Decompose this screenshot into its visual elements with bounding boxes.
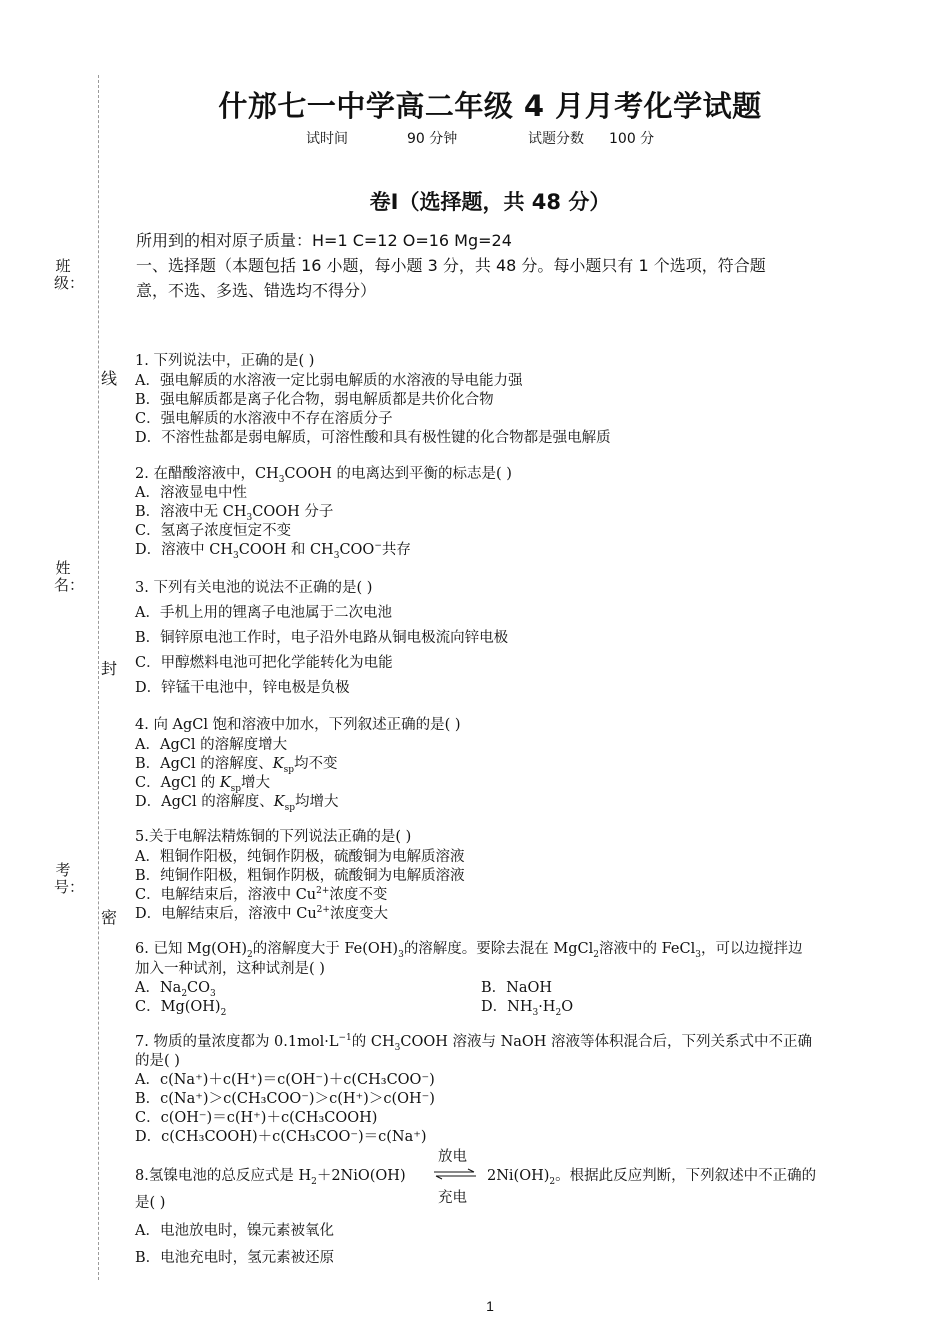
- q8-charge-label: 充电: [438, 1190, 467, 1206]
- q6-option-b: B．NaOH: [481, 980, 553, 996]
- q4-stem: 4. 向 AgCl 饱和溶液中加水，下列叙述正确的是( ): [135, 717, 461, 733]
- q3-option-a: A．手机上用的锂离子电池属于二次电池: [135, 605, 392, 621]
- q1-option-c: C．强电解质的水溶液中不存在溶质分子: [135, 411, 393, 427]
- instructions-line-1: 一、选择题（本题包括 16 小题，每小题 3 分，共 48 分。每小题只有 1 个选项，符合题: [136, 256, 766, 275]
- q8-discharge-label: 放电: [438, 1149, 467, 1165]
- q3-option-c: C．甲醇燃料电池可把化学能转化为电能: [135, 655, 393, 671]
- q7-option-d: D．c(CH₃COOH)＋c(CH₃COO⁻)＝c(Na⁺): [135, 1129, 427, 1145]
- q4-option-c: C．AgCl 的 $K_{sp}$增大: [135, 775, 271, 794]
- q6-option-c: C．$Mg(OH)_2$: [135, 999, 227, 1018]
- q6-stem-line-2: 加入一种试剂，这种试剂是( ): [135, 961, 325, 977]
- q8-stem-line-2: 是( ): [135, 1195, 166, 1211]
- q6-stem-line-1: 6. 已知 $Mg(OH)_2$的溶解度大于 $Fe(OH)_3$的溶解度。要除去混在 MgCl$_2$溶液中的 FeCl$_3$，可以边搅拌边: [135, 941, 803, 960]
- q5-option-d: D．电解结束后，溶液中 $Cu^{2+}$浓度变大: [135, 905, 388, 922]
- q1-stem: 1. 下列说法中，正确的是( ): [135, 353, 315, 369]
- q1-option-d: D．不溶性盐都是弱电解质，可溶性酸和具有极性键的化合物都是强电解质: [135, 430, 611, 446]
- time-value: 90 分钟: [407, 131, 458, 147]
- name-label: 姓名：: [54, 559, 85, 594]
- q7-option-a: A．c(Na⁺)＋c(H⁺)＝c(OH⁻)＋c(CH₃COO⁻): [135, 1072, 435, 1088]
- q8-stem-right: $2Ni(OH)_2$。根据此反应判断，下列叙述中不正确的: [487, 1168, 817, 1187]
- reversible-arrow-icon: [432, 1168, 478, 1180]
- q6-option-a: A．$Na_2CO_3$: [135, 980, 216, 999]
- time-label: 试时间: [306, 131, 348, 147]
- q3-stem: 3. 下列有关电池的说法不正确的是( ): [135, 580, 373, 596]
- q4-option-d: D．AgCl 的溶解度、$K_{sp}$均增大: [135, 794, 339, 813]
- q8-option-b: B．电池充电时，氢元素被还原: [135, 1250, 335, 1266]
- exam-title: 什邡七一中学高二年级 4 月月考化学试题: [218, 89, 762, 123]
- score-value: 100 分: [609, 131, 655, 147]
- q5-option-a: A．粗铜作阳极，纯铜作阴极，硫酸铜为电解质溶液: [135, 849, 465, 865]
- q7-option-b: B．c(Na⁺)＞c(CH₃COO⁻)＞c(H⁺)＞c(OH⁻): [135, 1091, 435, 1107]
- q4-option-b: B．AgCl 的溶解度、$K_{sp}$均不变: [135, 756, 338, 775]
- q7-option-c: C．c(OH⁻)＝c(H⁺)＋c(CH₃COOH): [135, 1110, 378, 1126]
- seal-mi: 密: [101, 908, 118, 927]
- q1-option-a: A．强电解质的水溶液一定比弱电解质的水溶液的导电能力强: [135, 373, 523, 389]
- section-title: 卷Ⅰ（选择题，共 48 分）: [369, 190, 611, 214]
- q4-option-a: A．AgCl 的溶解度增大: [135, 737, 288, 753]
- seal-feng: 封: [101, 659, 118, 678]
- q5-option-b: B．纯铜作阳极，粗铜作阴极，硫酸铜为电解质溶液: [135, 868, 465, 884]
- score-label: 试题分数: [528, 131, 584, 147]
- seal-xian: 线: [101, 369, 118, 388]
- q2-option-a: A．溶液显电中性: [135, 485, 247, 501]
- q3-option-d: D．锌锰干电池中，锌电极是负极: [135, 680, 350, 696]
- q3-option-b: B．铜锌原电池工作时，电子沿外电路从铜电极流向锌电极: [135, 630, 509, 646]
- q8-option-a: A．电池放电时，镍元素被氧化: [135, 1223, 334, 1239]
- q2-option-d: D．溶液中 $CH_3COOH$ 和 $CH_3COO^-$共存: [135, 541, 411, 561]
- class-label: 班级：: [54, 257, 85, 292]
- q2-option-c: C．氢离子浓度恒定不变: [135, 523, 292, 539]
- q7-stem-line-2: 的是( ): [135, 1053, 180, 1069]
- atomic-mass-line: 所用到的相对原子质量：H=1 C=12 O=16 Mg=24: [136, 231, 512, 250]
- page-number: 1: [486, 1298, 494, 1314]
- q5-option-c: C．电解结束后，溶液中 $Cu^{2+}$浓度不变: [135, 886, 388, 903]
- q2-stem: 2. 在醋酸溶液中，$CH_3COOH$ 的电离达到平衡的标志是( ): [135, 466, 512, 485]
- q8-stem-left: 8.氢镍电池的总反应式是 $H_2+2NiO(OH)$: [135, 1168, 406, 1187]
- q6-option-d: D．$NH_3\cdot H_2O$: [481, 999, 574, 1018]
- exam-number-label: 考号：: [54, 861, 85, 896]
- q2-option-b: B．溶液中无 $CH_3COOH$ 分子: [135, 504, 334, 523]
- q1-option-b: B．强电解质都是离子化合物，弱电解质都是共价化合物: [135, 392, 494, 408]
- q5-stem: 5.关于电解法精炼铜的下列说法正确的是( ): [135, 829, 412, 845]
- binding-dashed-line: [98, 75, 99, 1280]
- instructions-line-2: 意，不选、多选、错选均不得分）: [136, 281, 377, 300]
- q7-stem-line-1: 7. 物质的量浓度都为 $0.1mol\cdot L^{-1}$的 $CH_3COOH$ 溶液与 NaOH 溶液等体积混合后，下列关系式中不正确: [135, 1033, 813, 1053]
